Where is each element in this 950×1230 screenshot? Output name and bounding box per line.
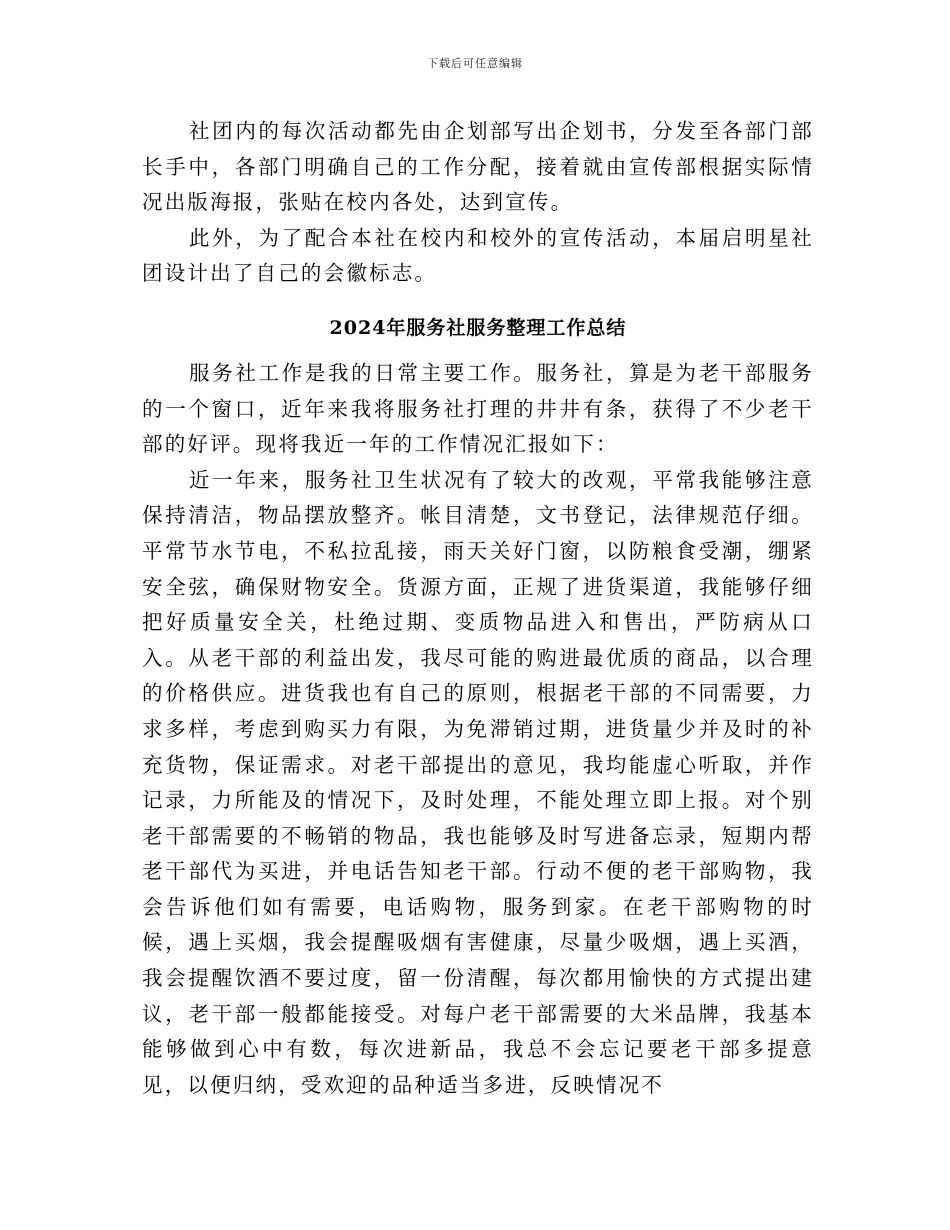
paragraph: 社团内的每次活动都先由企划部写出企划书，分发至各部门部长手中，各部门明确自己的工作分配，接着就由宣传部根据实际情况出版海报，张贴在校内各处，达到宣传。: [142, 119, 814, 215]
document-body: [142, 114, 814, 1103]
section-title: 2024年服务社服务整理工作总结: [329, 316, 627, 339]
paragraph: 服务社工作是我的日常主要工作。服务社，算是为老干部服务的一个窗口，近年来我将服务社打理的井井有条，获得了不少老干部的好评。现将我近一年的工作情况汇报如下：: [142, 360, 814, 457]
header-note: 下载后可任意编辑: [427, 57, 523, 70]
paragraph: 近一年来，服务社卫生状况有了较大的改观，平常我能够注意保持清洁，物品摆放整齐。帐目清楚，文书登记，法律规范仔细。平常节水节电，不私拉乱接，雨天关好门窗，以防粮食受潮，绷紧安全弦，确保财物安全。货源方面，正规了进货渠道，我能够仔细把好质量安全关，杜绝过期、变质物品进入和售出，严防病从口入。从老干部的利益出发，我尽可能的购进最优质的商品，以合理的价格供应。进货我也有自己的原则，根据老干部的不同需要，力求多样，考虑到购买力有限，为免滞销过期，进货量少并及时的补充货物，保证需求。对老干部提出的意见，我均能虚心听取，并作记录，力所能及的情况下，及时处理，不能处理立即上报。对个别老干部需要的不畅销的物品，我也能够及时写进备忘录，短期内帮老干部代为买进，并电话告知老干部。行动不便的老干部购物，我会告诉他们如有需要，电话购物，服务到家。在老干部购物的时候，遇上买烟，我会提醒吸烟有害健康，尽量少吸烟，遇上买酒，我会提醒饮酒不要过度，留一份清醒，每次都用愉快的方式提出建议，老干部一般都能接受。对每户老干部需要的大米品牌，我基本能够做到心中有数，每次进新品，我总不会忘记要老干部多提意见，以便归纳，受欢迎的品种适当多进，反映情况不: [142, 467, 814, 1097]
paragraph: 此外，为了配合本社在校内和校外的宣传活动，本届启明星社团设计出了自己的会徽标志。: [142, 225, 814, 286]
